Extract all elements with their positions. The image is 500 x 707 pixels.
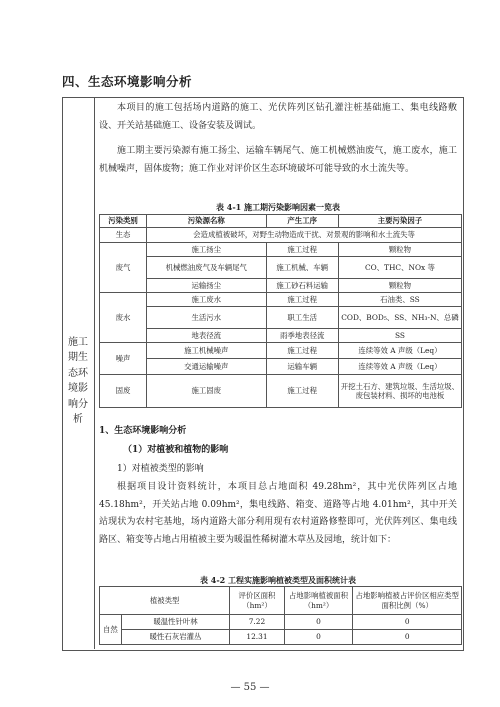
section-title: 四、生态环境影响分析 <box>62 74 193 89</box>
table-row <box>100 630 462 645</box>
category-cell: 废水 <box>100 293 147 343</box>
vegetation-cell: 暖温性针叶林 <box>121 615 230 630</box>
process-cell: 施工过程 <box>266 293 338 307</box>
source-cell: 运输扬尘 <box>147 279 266 293</box>
source-cell: 机械燃油废气及车辆尾气 <box>147 257 266 279</box>
category-cell: 固废 <box>100 375 147 408</box>
source-cell: 施工废水 <box>147 293 266 307</box>
table-row <box>100 343 462 359</box>
ecology-cell: 会造成植被破坏，对野生动物造成干扰、对景观的影响和水土流失等 <box>147 228 462 243</box>
table-header: 占地影响植被面积（hm²） <box>284 587 353 615</box>
vegetation-table <box>99 586 462 645</box>
heading-ecological-impact: 1、生态环境影响分析 <box>99 426 187 436</box>
table-header: 占地影响植被占评价区相应类型面积比例（%） <box>353 587 462 615</box>
side-column <box>62 97 95 649</box>
paragraph-1: 本项目的施工包括场内道路的施工、光伏阵列区钻孔灌注桩基础施工、集电线路敷设、开关站基础施工、设备安装及调试。 <box>99 103 457 131</box>
process-cell: 施工过程 <box>266 375 338 408</box>
paragraph-2: 施工期主要污染源有施工扬尘、运输车辆尾气、施工机械燃油废气，施工废水，施工机械噪声，固体废物；施工作业对评价区生态环境破坏可能导致的水土流失等。 <box>99 146 457 174</box>
source-cell: 生活污水 <box>147 307 266 329</box>
table-row <box>100 228 462 243</box>
table-row <box>100 279 462 293</box>
process-cell: 施工机械、车辆 <box>266 257 338 279</box>
source-cell: 交通运输噪声 <box>147 359 266 375</box>
process-cell: 职工生活 <box>266 307 338 329</box>
category-cell: 废气 <box>100 243 147 293</box>
heading-vegetation-impact: （1）对植被和植物的影响 <box>123 445 229 455</box>
table-header-row <box>100 587 462 615</box>
factor-cell: 开挖土石方、建筑垃圾、生活垃圾、废包装材料、损坏的电池板 <box>338 375 461 408</box>
table-header: 污染类别 <box>100 215 147 228</box>
table-header: 植被类型 <box>100 587 230 615</box>
factor-cell: 连续等效 A 声级（Leq） <box>338 343 461 359</box>
impact-area-cell: 0 <box>284 615 353 630</box>
source-cell: 施工固废 <box>147 375 266 408</box>
category-cell: 噪声 <box>100 343 147 375</box>
factor-cell: 石油类、SS <box>338 293 461 307</box>
factor-cell: CO、THC、NOx 等 <box>338 257 461 279</box>
table-row <box>100 257 462 279</box>
table-header-row <box>100 215 462 228</box>
paragraph-3: 根据项目设计资料统计，本项目总占地面积 49.28hm²，其中光伏阵列区占地 45.18hm²，开关站占地 0.09hm²，集电线路、箱变、道路等占地 4.01hm²，其中开关站现状为农村宅基地，场内道路大部分利用现有农村道路修整即可，光伏阵列区、集电线路区、箱变等占地占用植被主要为暖温性稀树灌木草丛及园地，统计如下： <box>99 482 457 545</box>
process-cell: 施工砂石料运输 <box>266 279 338 293</box>
table2-caption: 表 4-2 工程实施影响植被类型及面积统计表 <box>199 575 357 585</box>
table1-caption: 表 4-1 施工期污染影响因素一览表 <box>215 202 341 212</box>
process-cell: 雨季地表径流 <box>266 329 338 343</box>
factor-cell: 颗粒物 <box>338 279 461 293</box>
page-number: — 55 — <box>230 682 270 693</box>
factor-cell: 连续等效 A 声级（Leq） <box>338 359 461 375</box>
vegetation-cell: 暖性石灰岩灌丛 <box>121 630 230 645</box>
table-header: 评价区面积（hm²） <box>230 587 284 615</box>
source-cell: 施工扬尘 <box>147 243 266 257</box>
area-cell: 12.31 <box>230 630 284 645</box>
factor-cell: COD、BOD₅、SS、NH₃-N、总磷 <box>338 307 461 329</box>
table-row <box>100 615 462 630</box>
source-cell: 地表径流 <box>147 329 266 343</box>
factor-cell: SS <box>338 329 461 343</box>
source-cell: 施工机械噪声 <box>147 343 266 359</box>
factor-cell: 颗粒物 <box>338 243 461 257</box>
table-row <box>100 375 462 408</box>
process-cell: 施工过程 <box>266 243 338 257</box>
table-row <box>100 329 462 343</box>
table-header: 污染源名称 <box>147 215 266 228</box>
ratio-cell: 0 <box>353 630 462 645</box>
category-cell: 生态 <box>100 228 147 243</box>
heading-vegetation-type: 1）对植被类型的影响 <box>117 464 204 474</box>
group-cell: 自然 <box>100 615 122 645</box>
process-cell: 施工过程 <box>266 343 338 359</box>
table-row <box>100 293 462 307</box>
area-cell: 7.22 <box>230 615 284 630</box>
table-row <box>100 243 462 257</box>
pollution-table <box>99 214 462 408</box>
impact-area-cell: 0 <box>284 630 353 645</box>
table-header: 产生工序 <box>266 215 338 228</box>
ratio-cell: 0 <box>353 615 462 630</box>
table-row <box>100 307 462 329</box>
table-row <box>100 359 462 375</box>
side-label: 施工期生态环境影响分析 <box>68 337 88 426</box>
process-cell: 运输车辆 <box>266 359 338 375</box>
table-header: 主要污染因子 <box>338 215 461 228</box>
